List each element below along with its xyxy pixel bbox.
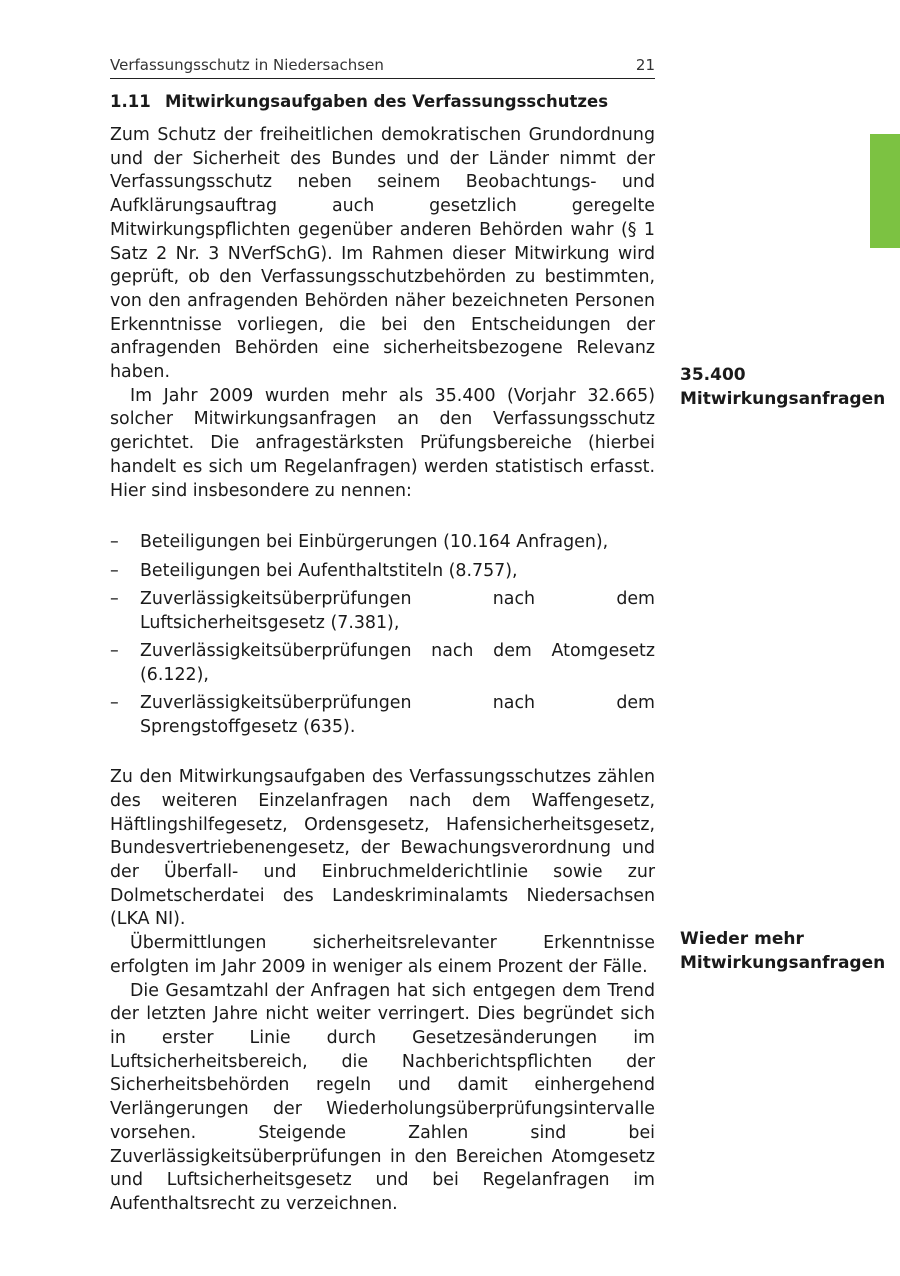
dash-bullet: – (110, 532, 119, 553)
list-item: – Zuverlässigkeitsüberprüfungen nach dem Sprengstoffgesetz (635). (110, 692, 655, 737)
main-content (110, 90, 655, 1217)
list-item: – Beteiligungen bei Einbürgerungen (10.164 Anfragen), (110, 531, 655, 555)
list-item: – Zuverlässigkeitsüberprüfungen nach dem Luftsicherheitsgesetz (7.381), (110, 588, 655, 633)
paragraph-statistics: Im Jahr 2009 wurden mehr als 35.400 (Vorjahr 32.665) solcher Mitwirkungsanfragen an den Verfassungsschutz gerichtet. Die anfragestärksten Prüfungsbereiche (hierbei handelt es sich um Regelanfragen) werden statistisch erfasst. Hier sind insbesondere zu nennen: (110, 385, 655, 501)
paragraph-further-tasks: Zu den Mitwirkungsaufgaben des Verfassungsschutzes zählen des weiteren Einzelanfragen nach dem Waffengesetz, Häftlingshilfegesetz, Ordensgesetz, Hafensicherheitsgesetz, Bundesvertriebenengesetz, der Bewachungsverordnung und der Überfall- und Einbruchmelderichtlinie sowie zur Dolmetscherdatei des Landeskriminalamts Niedersachsen (LKA NI). (110, 767, 655, 930)
section-number: 1.11 (110, 92, 151, 111)
inquiry-list (110, 531, 655, 739)
page-number: 21 (635, 56, 655, 74)
paragraph-trend: Die Gesamtzahl der Anfragen hat sich entgegen dem Trend der letzten Jahre nicht weiter verringert. Dies begründet sich in erster Linie durch Gesetzesänderungen im Luftsicherheitsbereich, die Nachberichtspflichten der Sicherheitsbehörden regeln und damit einhergehend Verlängerungen der Wiederholungsüberprüfungsintervalle vorsehen. Steigende Zahlen sind bei Zuverlässigkeitsüberprüfungen in den Bereichen Atomgesetz und Luftsicherheitsgesetz und bei Regelanfragen im Aufenthaltsrecht zu verzeichnen. (110, 980, 655, 1214)
list-item: – Beteiligungen bei Aufenthaltstiteln (8.757), (110, 560, 655, 584)
section-heading (110, 90, 655, 114)
margin-note-more-inquiries: Wieder mehr Mitwirkungsanfragen (680, 929, 886, 973)
dash-bullet: – (110, 640, 119, 661)
section-title: Mitwirkungsaufgaben des Verfassungsschutzes (165, 92, 609, 111)
paragraph-transmissions: Übermittlungen sicherheitsrelevanter Erkenntnisse erfolgten im Jahr 2009 in weniger als einem Prozent der Fälle. (110, 933, 655, 977)
paragraph-intro: Zum Schutz der freiheitlichen demokratischen Grundordnung und der Sicherheit des Bundes und der Länder nimmt der Verfassungsschutz neben seinem Beobachtungs- und Aufklärungsauftrag auch gesetzlich geregelte Mitwirkungspflichten gegenüber anderen Behörden wahr (§ 1 Satz 2 Nr. 3 NVerfSchG). Im Rahmen dieser Mitwirkung wird geprüft, ob den Verfassungsschutzbehörden zu bestimmten, von den anfragenden Behörden näher bezeichneten Personen Erkenntnisse vorliegen, die bei den Entscheidungen der anfragenden Behörden eine sicherheitsbezogene Relevanz haben. (110, 125, 655, 383)
header-title: Verfassungsschutz in Niedersachsen (110, 56, 384, 74)
dash-bullet: – (110, 588, 119, 609)
running-header (110, 54, 655, 79)
chapter-tab-marker (870, 134, 900, 248)
list-item: – Zuverlässigkeitsüberprüfungen nach dem Atomgesetz (6.122), (110, 640, 655, 685)
dash-bullet: – (110, 560, 119, 581)
dash-bullet: – (110, 692, 119, 713)
margin-note-inquiries: 35.400 Mitwirkungsanfragen (680, 365, 886, 409)
